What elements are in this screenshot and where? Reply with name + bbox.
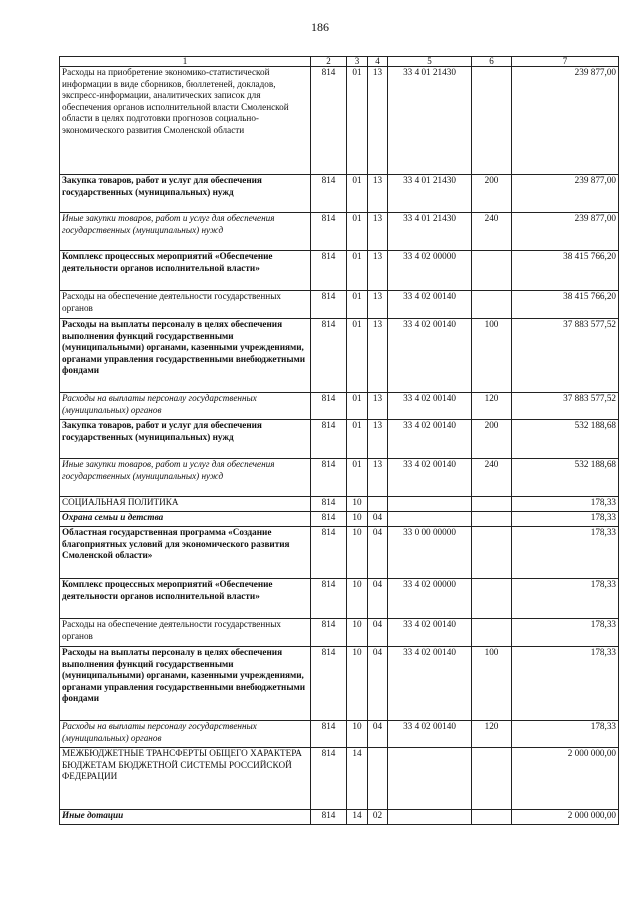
row-expense-type: 120 [472, 393, 512, 420]
row-amount: 532 188,68 [512, 420, 619, 459]
row-section-code: 14 [347, 810, 368, 825]
row-name: Расходы на выплаты персоналу государственных (муниципальных) органов [60, 393, 311, 420]
header-cell-3: 3 [347, 57, 368, 67]
row-expense-type [472, 512, 512, 527]
table-row [60, 619, 619, 647]
row-amount: 38 415 766,20 [512, 291, 619, 319]
budget-table [59, 56, 619, 825]
table-row [60, 393, 619, 420]
header-cell-7: 7 [512, 57, 619, 67]
row-name: Расходы на приобретение экономико-статистической информации в виде сборников, бюллетеней, докладов, экспресс-информации, аналитических записок для обеспечения органов исполнительной власти Смоленской области в целях подготовки прогнозов социально-экономического развития Смоленской области [60, 67, 311, 175]
row-amount: 239 877,00 [512, 67, 619, 175]
row-admin-code: 814 [311, 175, 347, 213]
row-section-code: 01 [347, 393, 368, 420]
row-target-code: 33 4 01 21430 [388, 213, 472, 251]
row-amount: 239 877,00 [512, 175, 619, 213]
row-expense-type: 200 [472, 175, 512, 213]
row-target-code [388, 512, 472, 527]
row-subsection-code: 13 [368, 393, 388, 420]
row-target-code: 33 4 02 00140 [388, 619, 472, 647]
row-amount: 532 188,68 [512, 459, 619, 497]
table-row [60, 579, 619, 619]
row-target-code: 33 4 02 00140 [388, 291, 472, 319]
header-cell-5: 5 [388, 57, 472, 67]
row-admin-code: 814 [311, 291, 347, 319]
row-subsection-code: 04 [368, 579, 388, 619]
table-body [60, 57, 619, 825]
row-admin-code: 814 [311, 579, 347, 619]
row-target-code: 33 4 01 21430 [388, 175, 472, 213]
row-name: Расходы на обеспечение деятельности государственных органов [60, 291, 311, 319]
row-target-code: 33 0 00 00000 [388, 527, 472, 579]
row-target-code: 33 4 02 00140 [388, 420, 472, 459]
header-cell-4: 4 [368, 57, 388, 67]
row-name: Охрана семьи и детства [60, 512, 311, 527]
row-section-code: 01 [347, 213, 368, 251]
row-expense-type [472, 748, 512, 810]
table-row [60, 721, 619, 748]
row-admin-code: 814 [311, 721, 347, 748]
row-subsection-code: 02 [368, 810, 388, 825]
row-name: Расходы на обеспечение деятельности государственных органов [60, 619, 311, 647]
row-section-code: 10 [347, 512, 368, 527]
row-target-code [388, 748, 472, 810]
row-section-code: 01 [347, 291, 368, 319]
row-subsection-code: 13 [368, 319, 388, 393]
row-amount: 178,33 [512, 721, 619, 748]
row-name: Расходы на выплаты персоналу в целях обеспечения выполнения функций государственными (муниципальными) органами, казенными учреждениями, органами управления государственными внебюджетными фондами [60, 319, 311, 393]
row-section-code: 01 [347, 459, 368, 497]
row-subsection-code: 04 [368, 647, 388, 721]
table-row [60, 497, 619, 512]
row-subsection-code: 13 [368, 67, 388, 175]
row-amount: 38 415 766,20 [512, 251, 619, 291]
row-section-code: 10 [347, 579, 368, 619]
row-expense-type: 240 [472, 213, 512, 251]
header-cell-2: 2 [311, 57, 347, 67]
row-section-code: 01 [347, 251, 368, 291]
row-target-code: 33 4 02 00000 [388, 251, 472, 291]
row-amount: 2 000 000,00 [512, 810, 619, 825]
row-admin-code: 814 [311, 810, 347, 825]
row-name: Закупка товаров, работ и услуг для обеспечения государственных (муниципальных) нужд [60, 420, 311, 459]
row-name: Иные закупки товаров, работ и услуг для обеспечения государственных (муниципальных) нужд [60, 213, 311, 251]
row-amount: 2 000 000,00 [512, 748, 619, 810]
row-target-code: 33 4 02 00140 [388, 393, 472, 420]
table-row [60, 647, 619, 721]
row-expense-type [472, 810, 512, 825]
row-admin-code: 814 [311, 459, 347, 497]
row-name: СОЦИАЛЬНАЯ ПОЛИТИКА [60, 497, 311, 512]
row-section-code: 10 [347, 647, 368, 721]
row-amount: 178,33 [512, 619, 619, 647]
row-amount: 239 877,00 [512, 213, 619, 251]
row-section-code: 01 [347, 175, 368, 213]
row-target-code [388, 810, 472, 825]
row-admin-code: 814 [311, 393, 347, 420]
row-section-code: 14 [347, 748, 368, 810]
row-subsection-code: 04 [368, 619, 388, 647]
row-name: Комплекс процессных мероприятий «Обеспечение деятельности органов исполнительной власти» [60, 251, 311, 291]
table-row [60, 512, 619, 527]
row-amount: 178,33 [512, 512, 619, 527]
row-name: Иные закупки товаров, работ и услуг для обеспечения государственных (муниципальных) нужд [60, 459, 311, 497]
row-subsection-code: 04 [368, 527, 388, 579]
row-target-code: 33 4 02 00140 [388, 721, 472, 748]
row-amount: 178,33 [512, 647, 619, 721]
row-amount: 178,33 [512, 497, 619, 512]
table-row [60, 291, 619, 319]
row-subsection-code [368, 748, 388, 810]
row-amount: 178,33 [512, 579, 619, 619]
row-subsection-code: 13 [368, 291, 388, 319]
row-subsection-code: 13 [368, 459, 388, 497]
row-expense-type [472, 497, 512, 512]
row-amount: 37 883 577,52 [512, 319, 619, 393]
row-admin-code: 814 [311, 213, 347, 251]
row-section-code: 10 [347, 527, 368, 579]
row-expense-type [472, 251, 512, 291]
row-admin-code: 814 [311, 748, 347, 810]
row-expense-type: 120 [472, 721, 512, 748]
page-number: 186 [311, 20, 329, 34]
row-subsection-code: 13 [368, 175, 388, 213]
row-expense-type: 200 [472, 420, 512, 459]
row-admin-code: 814 [311, 251, 347, 291]
row-subsection-code: 13 [368, 213, 388, 251]
table-row [60, 420, 619, 459]
header-row [60, 57, 619, 67]
row-subsection-code: 13 [368, 251, 388, 291]
row-subsection-code: 13 [368, 420, 388, 459]
row-section-code: 01 [347, 420, 368, 459]
row-admin-code: 814 [311, 527, 347, 579]
table-row [60, 459, 619, 497]
row-expense-type: 100 [472, 647, 512, 721]
row-admin-code: 814 [311, 67, 347, 175]
row-subsection-code: 04 [368, 721, 388, 748]
table-row [60, 213, 619, 251]
row-target-code: 33 4 02 00140 [388, 319, 472, 393]
row-section-code: 10 [347, 619, 368, 647]
row-section-code: 10 [347, 497, 368, 512]
row-subsection-code: 04 [368, 512, 388, 527]
row-name: Областная государственная программа «Создание благоприятных условий для экономического развития Смоленской области» [60, 527, 311, 579]
table-row [60, 319, 619, 393]
row-expense-type: 100 [472, 319, 512, 393]
row-target-code [388, 497, 472, 512]
row-amount: 178,33 [512, 527, 619, 579]
row-admin-code: 814 [311, 512, 347, 527]
table-row [60, 175, 619, 213]
header-cell-6: 6 [472, 57, 512, 67]
row-expense-type [472, 579, 512, 619]
row-target-code: 33 4 02 00140 [388, 647, 472, 721]
row-target-code: 33 4 01 21430 [388, 67, 472, 175]
row-name: Комплекс процессных мероприятий «Обеспечение деятельности органов исполнительной власти» [60, 579, 311, 619]
row-admin-code: 814 [311, 647, 347, 721]
row-admin-code: 814 [311, 319, 347, 393]
row-expense-type [472, 291, 512, 319]
table-row [60, 251, 619, 291]
row-name: Иные дотации [60, 810, 311, 825]
table-row [60, 67, 619, 175]
row-admin-code: 814 [311, 420, 347, 459]
row-expense-type [472, 619, 512, 647]
row-expense-type: 240 [472, 459, 512, 497]
table-row [60, 810, 619, 825]
row-subsection-code [368, 497, 388, 512]
row-amount: 37 883 577,52 [512, 393, 619, 420]
row-name: МЕЖБЮДЖЕТНЫЕ ТРАНСФЕРТЫ ОБЩЕГО ХАРАКТЕРА БЮДЖЕТАМ БЮДЖЕТНОЙ СИСТЕМЫ РОССИЙСКОЙ ФЕДЕРАЦИИ [60, 748, 311, 810]
row-section-code: 01 [347, 319, 368, 393]
row-target-code: 33 4 02 00140 [388, 459, 472, 497]
row-name: Расходы на выплаты персоналу государственных (муниципальных) органов [60, 721, 311, 748]
row-section-code: 10 [347, 721, 368, 748]
row-expense-type [472, 527, 512, 579]
row-admin-code: 814 [311, 497, 347, 512]
row-name: Расходы на выплаты персоналу в целях обеспечения выполнения функций государственными (муниципальными) органами, казенными учреждениями, органами управления государственными внебюджетными фондами [60, 647, 311, 721]
row-admin-code: 814 [311, 619, 347, 647]
table-row [60, 527, 619, 579]
header-cell-1: 1 [60, 57, 311, 67]
row-expense-type [472, 67, 512, 175]
row-name: Закупка товаров, работ и услуг для обеспечения государственных (муниципальных) нужд [60, 175, 311, 213]
row-target-code: 33 4 02 00000 [388, 579, 472, 619]
row-section-code: 01 [347, 67, 368, 175]
table-row [60, 748, 619, 810]
